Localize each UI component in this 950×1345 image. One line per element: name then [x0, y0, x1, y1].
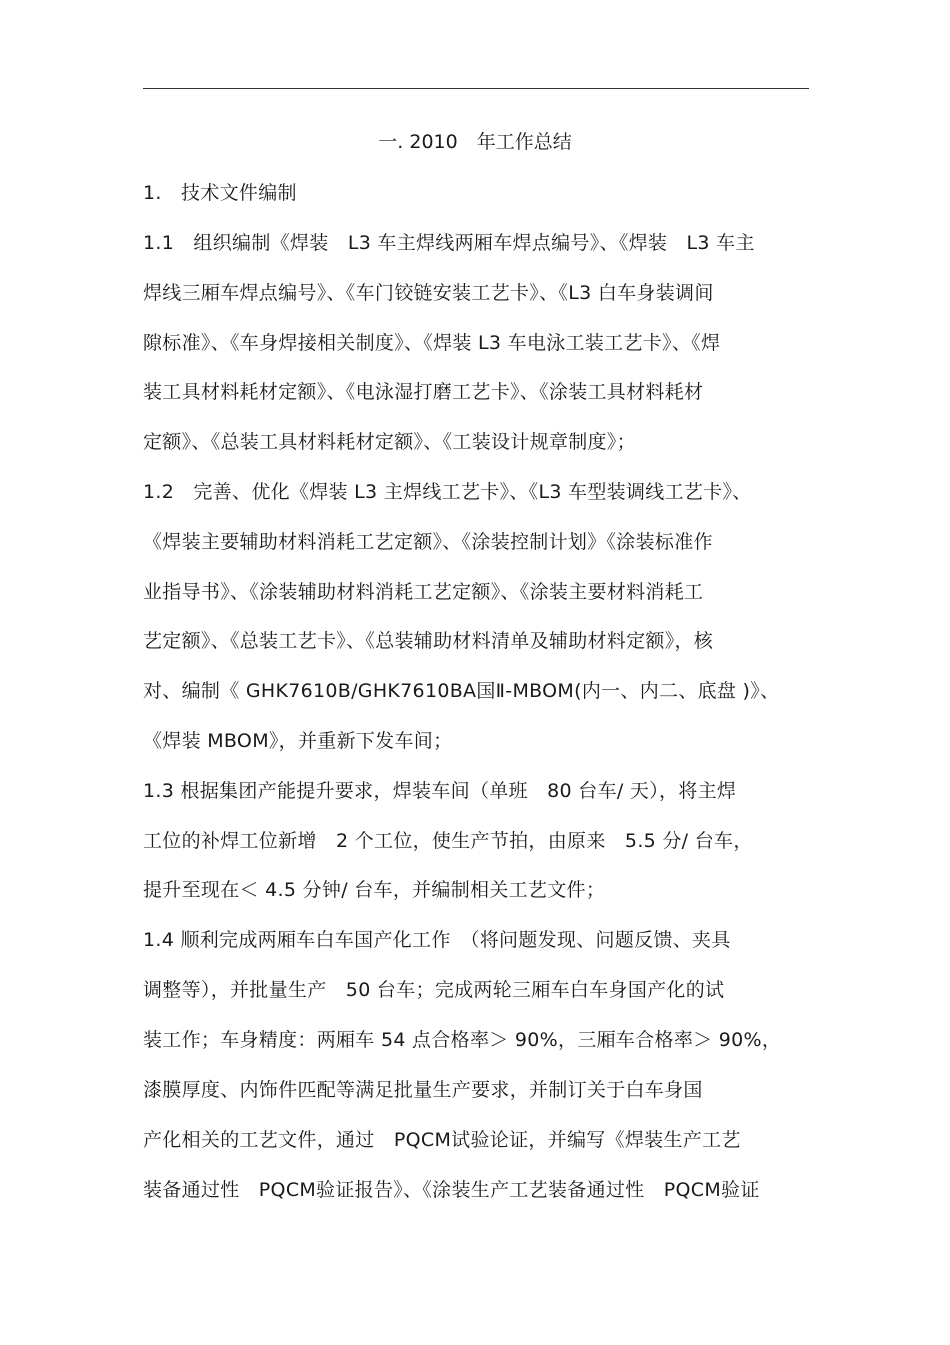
body-line: 《焊装主要辅助材料消耗工艺定额》、《涂装控制计划》《涂装标准作: [143, 531, 713, 553]
body-line: 1.3 根据集团产能提升要求，焊装车间（单班 80 台车/ 天），将主焊: [143, 780, 737, 802]
body-line: 1.2 完善、优化《焊装 L3 主焊线工艺卡》、《L3 车型装调线工艺卡》、: [143, 481, 752, 503]
body-line: 装备通过性 PQCM验证报告》、《涂装生产工艺装备通过性 PQCM验证: [143, 1179, 760, 1201]
body-line: 装工具材料耗材定额》、《电泳湿打磨工艺卡》、《涂装工具材料耗材: [143, 381, 704, 403]
body-line: 业指导书》、《涂装辅助材料消耗工艺定额》、《涂装主要材料消耗工: [143, 581, 704, 603]
body-line: 隙标准》、《车身焊接相关制度》、《焊装 L3 车电泳工装工艺卡》、《焊: [143, 332, 721, 354]
body-line: 提升至现在＜ 4.5 分钟/ 台车，并编制相关工艺文件；: [143, 879, 606, 901]
body-line: 1.4 顺利完成两厢车白车国产化工作 （将问题发现、问题反馈、夹具: [143, 929, 731, 951]
body-line: 工位的补焊工位新增 2 个工位，使生产节拍，由原来 5.5 分/ 台车，: [143, 830, 753, 852]
header-rule: [143, 88, 809, 89]
body-line: 焊线三厢车焊点编号》、《车门铰链安装工艺卡》、《L3 白车身装调间: [143, 282, 714, 304]
body-line: 产化相关的工艺文件，通过 PQCM试验论证，并编写《焊装生产工艺: [143, 1129, 741, 1151]
body-line: 《焊装 MBOM》，并重新下发车间；: [143, 730, 453, 752]
body-line: 装工作；车身精度：两厢车 54 点合格率＞ 90%，三厢车合格率＞ 90%，: [143, 1029, 782, 1051]
body-line: 调整等），并批量生产 50 台车；完成两轮三厢车白车身国产化的试: [143, 979, 725, 1001]
body-line: 1. 技术文件编制: [143, 182, 297, 204]
body-line: 漆膜厚度、内饰件匹配等满足批量生产要求，并制订关于白车身国: [143, 1079, 703, 1101]
body-line: 艺定额》、《总装工艺卡》、《总装辅助材料清单及辅助材料定额》，核: [143, 630, 714, 652]
body-line: 1.1 组织编制《焊装 L3 车主焊线两厢车焊点编号》、《焊装 L3 车主: [143, 232, 755, 254]
body-line: 定额》、《总装工具材料耗材定额》、《工装设计规章制度》；: [143, 431, 636, 453]
body-line: 对、编制《 GHK7610B/GHK7610BA国Ⅱ-MBOM(内一、内二、底盘 )》、: [143, 680, 780, 702]
section-title: 一. 2010 年工作总结: [378, 131, 572, 153]
